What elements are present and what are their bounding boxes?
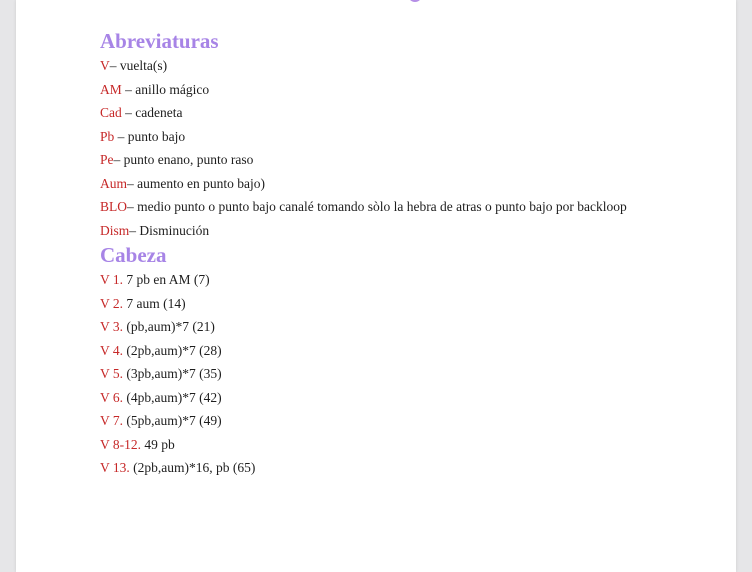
abbreviation-line <box>100 219 700 243</box>
abbreviation-term: AM <box>100 81 122 97</box>
abbreviation-separator: – <box>127 175 138 191</box>
pattern-row <box>100 362 700 386</box>
document-page <box>16 0 736 572</box>
round-instruction: 7 aum (14) <box>126 295 186 311</box>
abbreviation-definition: punto bajo <box>127 128 186 144</box>
abbreviation-line <box>100 172 700 196</box>
abbreviation-term: BLO <box>100 199 127 214</box>
abbreviation-definition: Disminución <box>139 222 210 238</box>
round-label: V 5. <box>100 366 124 381</box>
page-top-mark <box>408 0 422 2</box>
abbreviation-separator: – <box>114 128 128 144</box>
round-label: V 4. <box>100 342 124 358</box>
round-label: V 13. <box>100 460 130 475</box>
round-instruction: (2pb,aum)*16, pb (65) <box>133 460 256 475</box>
abbreviation-term: Dism <box>100 222 130 238</box>
pattern-row <box>100 339 700 363</box>
round-instruction: (4pb,aum)*7 (42) <box>126 389 222 405</box>
round-instruction: (2pb,aum)*7 (28) <box>126 342 222 358</box>
abbreviation-term: Aum <box>100 175 127 191</box>
abbreviation-line <box>100 78 700 102</box>
abbreviation-definition: anillo mágico <box>135 81 210 97</box>
abbreviation-term: Pe <box>100 152 114 167</box>
round-label: V 1. <box>100 272 124 287</box>
round-instruction: 49 pb <box>144 436 175 452</box>
pattern-row <box>100 409 700 433</box>
pattern-row <box>100 433 700 457</box>
pattern-row <box>100 315 700 339</box>
round-instruction: (5pb,aum)*7 (49) <box>126 413 222 428</box>
abbreviation-definition: punto enano, punto raso <box>123 152 254 167</box>
round-label: V 3. <box>100 319 124 334</box>
abbreviation-term: Cad <box>100 105 122 120</box>
abbreviation-term: Pb <box>100 128 115 144</box>
pattern-row <box>100 456 700 480</box>
abbreviation-definition: medio punto o punto bajo canalé tomando sòlo la hebra de atras o punto bajo por backloop <box>137 199 627 214</box>
round-instruction: (pb,aum)*7 (21) <box>126 319 215 334</box>
abbreviation-separator: – <box>113 152 124 167</box>
round-label: V 7. <box>100 413 124 428</box>
pattern-row <box>100 386 700 410</box>
abbreviation-term: V <box>100 58 110 73</box>
round-label: V 2. <box>100 295 124 311</box>
abbreviation-line <box>100 148 700 172</box>
abbreviation-separator: – <box>127 199 138 214</box>
round-label: V 6. <box>100 389 124 405</box>
abbreviation-definition: vuelta(s) <box>119 58 168 73</box>
pattern-row <box>100 292 700 316</box>
round-instruction: (3pb,aum)*7 (35) <box>126 366 222 381</box>
round-label: V 8-12. <box>100 436 142 452</box>
abbreviation-line <box>100 125 700 149</box>
head-section-heading: Cabeza <box>100 243 167 267</box>
abbreviation-definition: aumento en punto bajo) <box>137 175 265 191</box>
abbreviation-line <box>100 101 700 125</box>
abbreviation-definition: cadeneta <box>135 105 183 120</box>
abbreviation-line <box>100 195 700 219</box>
abbreviation-separator: – <box>121 105 136 120</box>
document-content <box>100 28 700 480</box>
round-instruction: 7 pb en AM (7) <box>126 272 210 287</box>
pattern-row <box>100 268 700 292</box>
abbreviations-heading: Abreviaturas <box>100 29 219 53</box>
abbreviation-separator: – <box>109 58 120 73</box>
abbreviation-separator: – <box>121 81 136 97</box>
abbreviation-line <box>100 54 700 78</box>
abbreviation-separator: – <box>129 222 140 238</box>
